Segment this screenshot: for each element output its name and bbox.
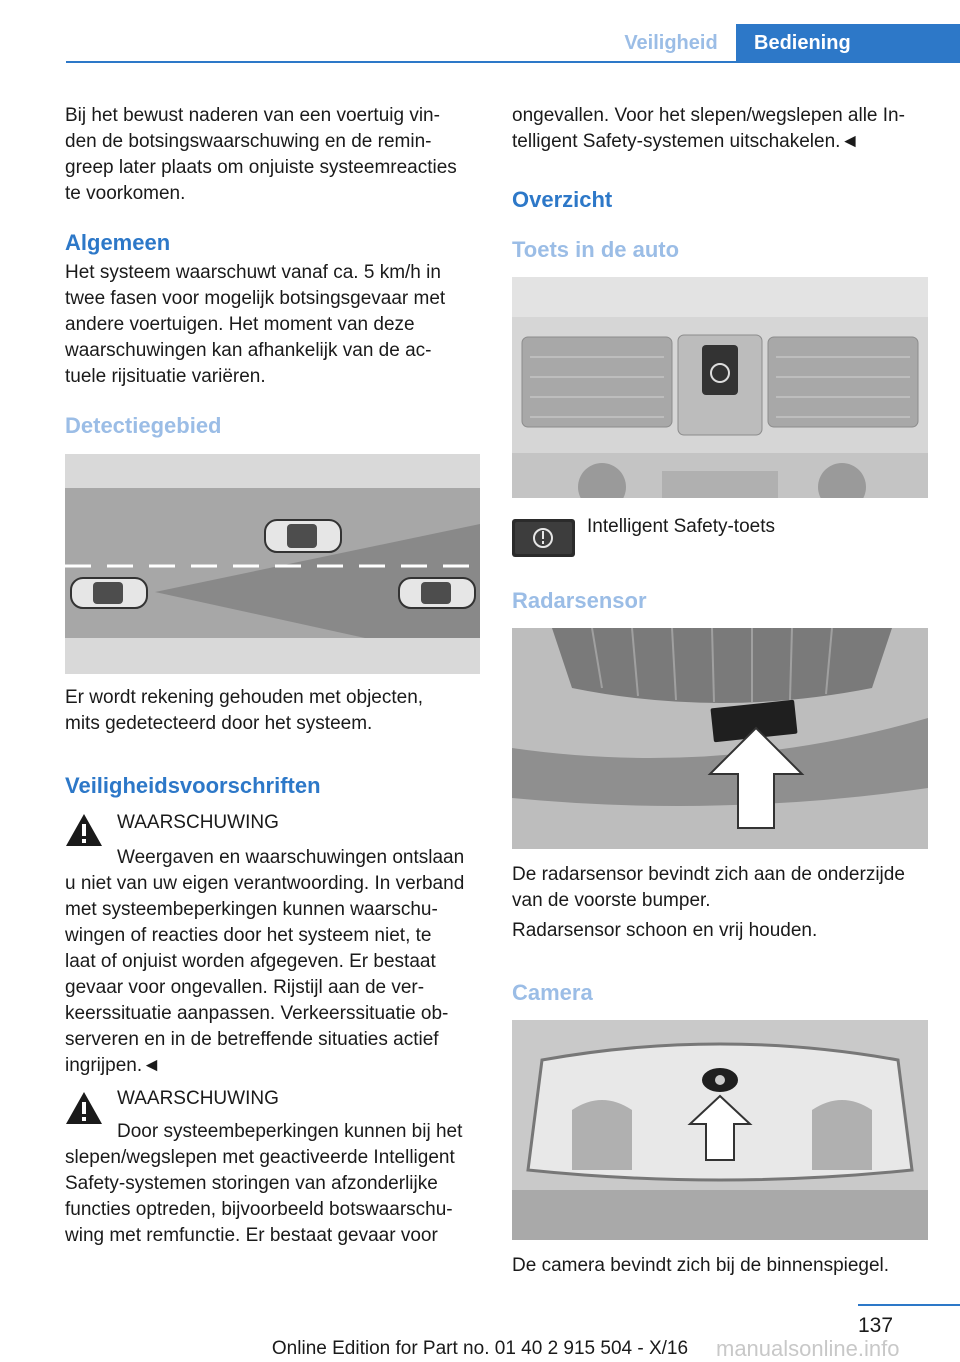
detection-caption: Er wordt rekening gehouden met objecten, mits gedetecteerd door het systeem. [65, 687, 424, 734]
edition-text: Online Edition for Part no. 01 40 2 915 504 - X/16 [271, 1338, 689, 1359]
car-own [399, 578, 475, 608]
heading-overzicht: Overzicht [512, 187, 613, 212]
warning2-first-line: Door systeembeperkingen kunnen bij het [117, 1121, 463, 1142]
warning-icon [64, 812, 104, 848]
radar-text: De radarsensor bevindt zich aan de onderzijde van de voorste bumper. [512, 864, 905, 911]
heading-camera: Camera [512, 980, 593, 1005]
algemeen-paragraph: Het systeem waarschuwt vanaf ca. 5 km/h in twee fasen voor mogelijk botsingsgevaar met andere voertuigen. Het moment van deze waarschuwingen kan afhankelijk van de ac- tuele rijsituatie variëren. [65, 262, 446, 387]
warning2-text: slepen/wegslepen met geactiveerde Intelligent Safety-systemen storingen van afzonderlijke functies optreden, bijvoorbeeld botswaarschu- wing met remfunctie. Er bestaat gevaar voor [65, 1147, 455, 1246]
camera-text: De camera bevindt zich bij de binnenspiegel. [512, 1255, 890, 1276]
intelligent-safety-button [702, 345, 738, 395]
radar-sensor-photo [512, 628, 928, 849]
footer-rule [858, 1304, 960, 1306]
page-number: 137 [858, 1314, 894, 1337]
heading-algemeen: Algemeen [65, 230, 171, 255]
heading-radarsensor: Radarsensor [512, 588, 647, 613]
header-rule [66, 61, 960, 63]
tab-bediening[interactable]: Bediening [736, 24, 960, 62]
tab-veiligheid[interactable]: Veiligheid [624, 32, 718, 54]
warning2-label: WAARSCHUWING [117, 1088, 279, 1109]
warning-icon [64, 1090, 104, 1126]
toets-caption: Intelligent Safety-toets [587, 516, 775, 537]
intro-paragraph: Bij het bewust naderen van een voertuig vin- den de botsingswaarschuwing en de remin- greep later plaats om onjuiste systeemreacties te voorkomen. [65, 105, 457, 204]
heading-veiligheidsvoorschriften: Veiligheidsvoorschriften [65, 773, 321, 798]
warning1-text: u niet van uw eigen verantwoording. In verband met systeembeperkingen kunnen waarschu- wingen of reacties door het systeem niet, te laat of onjuist worden afgegeven. Er bestaat gevaar voor ongevallen. Rijstijl aan de ver- keerssituatie aanpassen. Verkeerssituatie ob- serveren en in de betreffende situaties actief ingrijpen.◄ [65, 873, 465, 1076]
detection-area-illustration [65, 454, 480, 674]
heading-detectiegebied: Detectiegebied [65, 413, 222, 438]
intelligent-safety-icon [512, 519, 575, 557]
button-location-photo [512, 277, 928, 498]
continued-paragraph: ongevallen. Voor het slepen/wegslepen alle In- telligent Safety-systemen uitschakelen.◄ [512, 105, 905, 152]
camera-location-photo [512, 1020, 928, 1240]
radar-text-2: Radarsensor schoon en vrij houden. [512, 920, 818, 941]
car-ahead [265, 520, 341, 552]
warning1-label: WAARSCHUWING [117, 812, 279, 833]
warning1-first-line: Weergaven en waarschuwingen ontslaan [117, 847, 465, 868]
heading-toets-in-de-auto: Toets in de auto [512, 237, 680, 262]
watermark: manualsonline.info [716, 1336, 900, 1361]
car-left [71, 578, 147, 608]
